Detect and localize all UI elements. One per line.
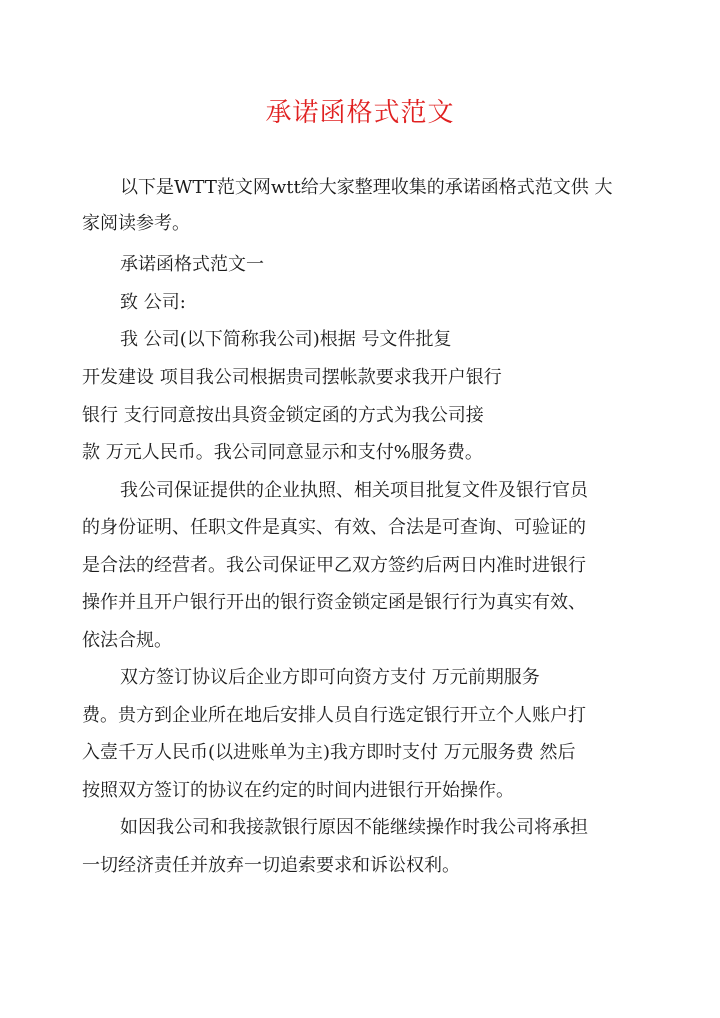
paragraph-line: 银行 支行同意按出具资金锁定函的方式为我公司接	[82, 405, 484, 426]
paragraph-line: 开发建设 项目我公司根据贵司摆帐款要求我开户银行	[82, 367, 502, 388]
paragraph-line: 费。贵方到企业所在地后安排人员自行选定银行开立个人账户打	[82, 705, 586, 726]
paragraph-line: 一切经济责任并放弃一切追索要求和诉讼权利。	[82, 855, 460, 876]
paragraph-line: 双方签订协议后企业方即可向资方支付 万元前期服务	[120, 667, 540, 688]
paragraph-line: 依法合规。	[82, 630, 172, 651]
paragraph-line: 按照双方签订的协议在约定的时间内进银行开始操作。	[82, 780, 514, 801]
paragraph-line: 入壹千万人民币(以进账单为主)我方即时支付 万元服务费 然后	[82, 742, 576, 763]
paragraph-line: 以下是WTT范文网wtt给大家整理收集的承诺函格式范文供 大	[120, 177, 613, 198]
paragraph-line: 操作并且开户银行开出的银行资金锁定函是银行行为真实有效、	[82, 592, 586, 613]
paragraph-line: 致 公司:	[120, 292, 186, 313]
paragraph-line: 如因我公司和我接款银行原因不能继续操作时我公司将承担	[120, 817, 588, 838]
paragraph-line: 我公司保证提供的企业执照、相关项目批复文件及银行官员	[120, 480, 588, 501]
paragraph-line: 承诺函格式范文一	[120, 254, 264, 275]
paragraph-line: 款 万元人民币。我公司同意显示和支付%服务费。	[82, 442, 483, 463]
paragraph-line: 的身份证明、任职文件是真实、有效、合法是可查询、可验证的	[82, 517, 586, 538]
paragraph-line: 家阅读参考。	[82, 213, 190, 234]
paragraph-line: 我 公司(以下简称我公司)根据 号文件批复	[120, 329, 452, 350]
document-title: 承诺函格式范文	[265, 98, 455, 128]
paragraph-line: 是合法的经营者。我公司保证甲乙双方签约后两日内准时进银行	[82, 555, 586, 576]
